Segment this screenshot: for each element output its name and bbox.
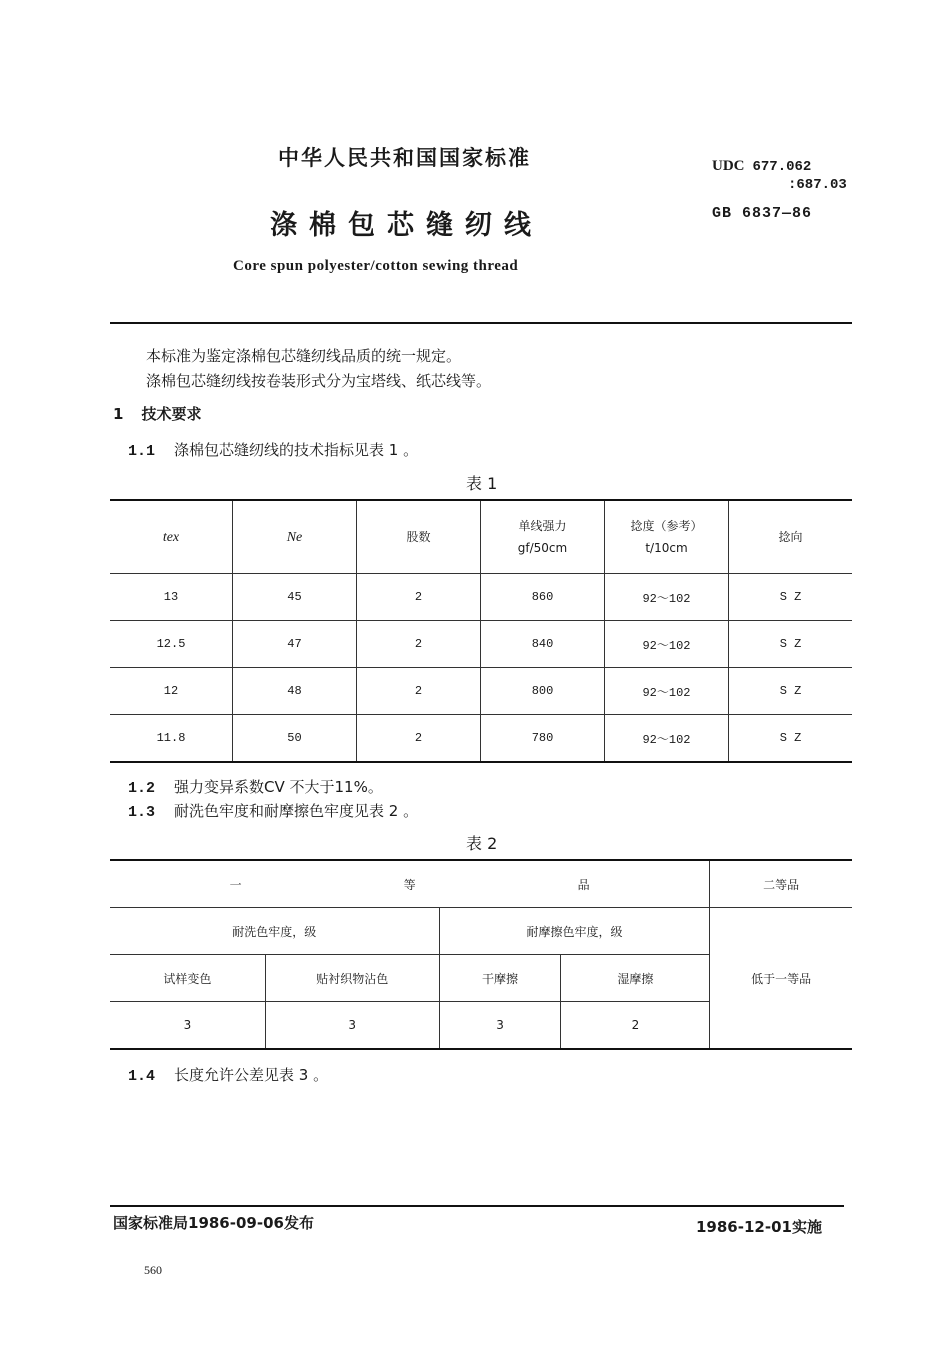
cell-sample-change: 3	[110, 1002, 265, 1050]
header-dry-rub: 干摩擦	[439, 955, 561, 1002]
section-heading-1	[113, 403, 201, 424]
table-row	[110, 621, 852, 668]
cell-plies: 2	[357, 574, 481, 621]
header-strength: 单线强力 gf/50cm	[481, 500, 605, 574]
header-rub-fastness: 耐摩擦色牢度，级	[439, 908, 710, 955]
clause-1-3	[128, 800, 418, 821]
cell-second-grade-value: 低于一等品	[710, 908, 852, 1050]
cell-dry-rub: 3	[439, 1002, 561, 1050]
cell-direction: S Z	[729, 574, 853, 621]
cell-plies: 2	[357, 668, 481, 715]
table-2-caption: 表 2	[466, 834, 498, 853]
clause-number: 1.3	[128, 804, 156, 821]
cell-wet-rub: 2	[561, 1002, 710, 1050]
clause-text: 耐洗色牢度和耐摩擦色牢度见表 2 。	[174, 802, 419, 820]
table-1	[110, 499, 852, 763]
header-plies: 股数	[357, 500, 481, 574]
clause-1-2	[128, 776, 383, 797]
page-number: 560	[144, 1263, 162, 1277]
intro-paragraph-2: 涤棉包芯缝纫线按卷装形式分为宝塔线、纸芯线等。	[146, 372, 492, 390]
header-wash-fastness: 耐洗色牢度，级	[110, 908, 439, 955]
table-header-row	[110, 500, 852, 574]
section-number: 1	[113, 405, 124, 423]
document-title-cn: 涤棉包芯缝纫线	[270, 210, 543, 241]
udc-value-2: :687.03	[788, 177, 847, 193]
udc-value-1: 677.062	[752, 159, 812, 175]
clause-text: 强力变异系数CV 不大于11%。	[174, 778, 383, 796]
cell-strength: 800	[481, 668, 605, 715]
cell-tex: 11.8	[110, 715, 233, 763]
cell-twist: 92～102	[605, 668, 729, 715]
table-row	[110, 715, 852, 763]
table-row	[110, 574, 852, 621]
cell-direction: S Z	[729, 621, 853, 668]
cell-twist: 92～102	[605, 715, 729, 763]
header-rule	[110, 322, 852, 324]
cell-tex: 12	[110, 668, 233, 715]
clause-number: 1.4	[128, 1068, 156, 1085]
header-wet-rub: 湿摩擦	[561, 955, 710, 1002]
header-first-grade: 一 等 品	[110, 860, 710, 908]
clause-text: 涤棉包芯缝纫线的技术指标见表 1 。	[174, 441, 419, 459]
cell-direction: S Z	[729, 715, 853, 763]
cell-tex: 12.5	[110, 621, 233, 668]
header-ne: Ne	[233, 500, 357, 574]
effective-date: 1986-12-01实施	[696, 1218, 822, 1236]
clause-number: 1.1	[128, 443, 156, 460]
cell-ne: 48	[233, 668, 357, 715]
udc-label: UDC	[712, 158, 745, 174]
header-second-grade: 二等品	[710, 860, 852, 908]
cell-twist: 92～102	[605, 621, 729, 668]
cell-twist: 92～102	[605, 574, 729, 621]
table-row	[110, 668, 852, 715]
table-subheader-row	[110, 908, 852, 955]
header-sample-change: 试样变色	[110, 955, 265, 1002]
cell-ne: 47	[233, 621, 357, 668]
standard-type: 中华人民共和国国家标准	[278, 146, 531, 170]
gb-code: GB 6837—86	[712, 205, 813, 222]
clause-number: 1.2	[128, 780, 156, 797]
cell-ne: 45	[233, 574, 357, 621]
clause-text: 长度允许公差见表 3 。	[174, 1066, 329, 1084]
cell-plies: 2	[357, 715, 481, 763]
intro-paragraph-1: 本标准为鉴定涤棉包芯缝纫线品质的统一规定。	[146, 347, 462, 365]
cell-direction: S Z	[729, 668, 853, 715]
table-header-row	[110, 860, 852, 908]
section-title: 技术要求	[141, 405, 202, 423]
udc-code	[712, 158, 811, 175]
header-tex: tex	[110, 500, 233, 574]
footer-rule	[110, 1205, 844, 1207]
header-twist: 捻度（参考） t/10cm	[605, 500, 729, 574]
cell-lining-stain: 3	[265, 1002, 439, 1050]
clause-1-1	[128, 439, 418, 460]
cell-tex: 13	[110, 574, 233, 621]
header-lining-stain: 贴衬织物沾色	[265, 955, 439, 1002]
cell-strength: 840	[481, 621, 605, 668]
cell-plies: 2	[357, 621, 481, 668]
table-2	[110, 859, 852, 1050]
clause-1-4	[128, 1064, 328, 1085]
header-twist-direction: 捻向	[729, 500, 853, 574]
cell-strength: 780	[481, 715, 605, 763]
document-title-en: Core spun polyester/cotton sewing thread	[233, 258, 519, 274]
cell-ne: 50	[233, 715, 357, 763]
cell-strength: 860	[481, 574, 605, 621]
issued-date: 国家标准局1986-09-06发布	[113, 1214, 314, 1232]
table-1-caption: 表 1	[466, 474, 498, 493]
